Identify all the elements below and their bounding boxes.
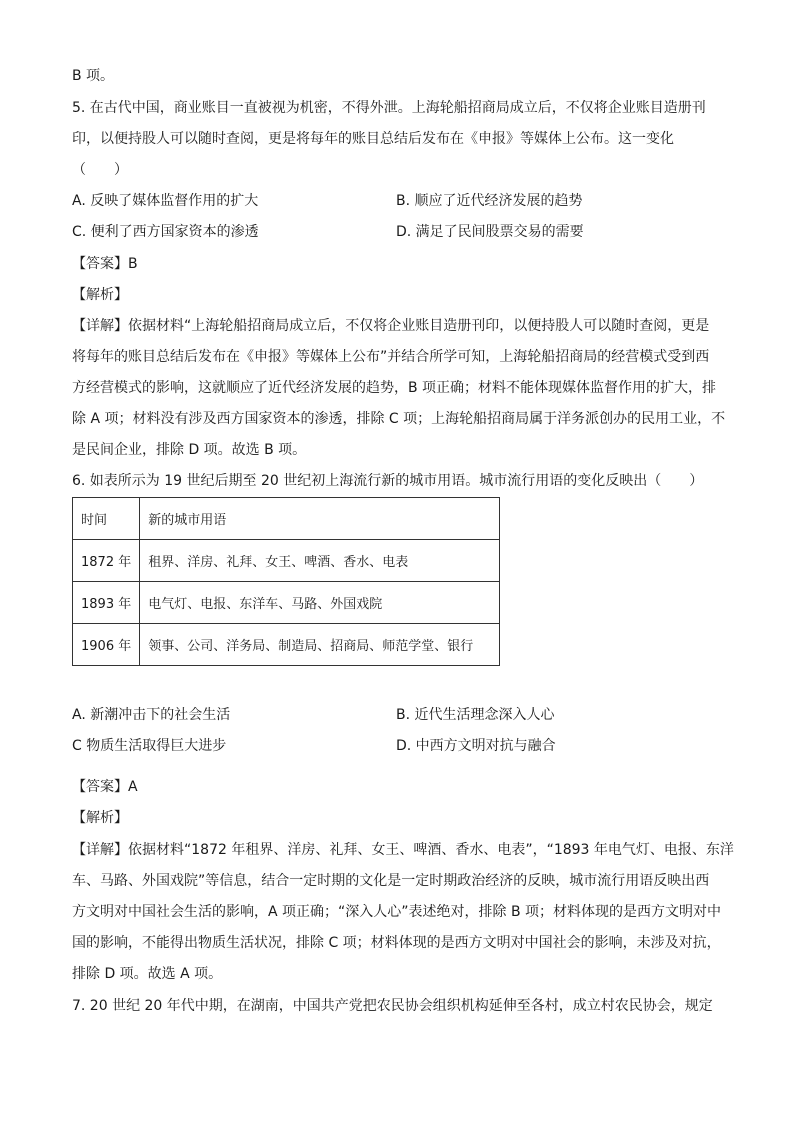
explanation-text: 依据材料“上海轮船招商局成立后，不仅将企业账目造册刊印，以便持股人可以随时查阅，更是 xyxy=(128,318,710,334)
question-5-option-a: A. 反映了媒体监督作用的扩大 xyxy=(72,193,259,209)
question-5-answer xyxy=(72,254,138,274)
explanation-text: 依据材料“1872 年租界、洋房、礼拜、女王、啤酒、香水、电表”，“1893 年电气灯、电报、东洋 xyxy=(128,842,734,858)
table-header-cell: 新的城市用语 xyxy=(140,498,500,540)
question-5-explanation-line-2: 将每年的账目总结后发布在《申报》等媒体上公布”并结合所学可知，上海轮船招商局的经营模式受到西 xyxy=(72,349,710,365)
question-5-analysis-tag: 【解析】 xyxy=(72,287,128,303)
question-6-answer xyxy=(72,777,138,797)
table-header-cell: 时间 xyxy=(73,498,140,540)
prev-answer-tail: B 项。 xyxy=(72,68,115,84)
question-6-option-a: A. 新潮冲击下的社会生活 xyxy=(72,707,231,723)
table-cell-terms: 领事、公司、洋务局、制造局、招商局、师范学堂、银行 xyxy=(140,624,500,666)
question-6-option-b: B. 近代生活理念深入人心 xyxy=(396,707,555,723)
table-header-row xyxy=(73,498,500,540)
answer-tag: 【答案】 xyxy=(72,779,128,795)
question-6-explanation-line-2: 车、马路、外国戏院”等信息，结合一定时期的文化是一定时期政治经济的反映，城市流行用语反映出西 xyxy=(72,873,710,889)
question-5-explanation-line-5: 是民间企业，排除 D 项。故选 B 项。 xyxy=(72,442,307,458)
question-5-stem-line-1: 5. 在古代中国，商业账目一直被视为机密，不得外泄。上海轮船招商局成立后，不仅将企业账目造册刊 xyxy=(72,100,706,116)
city-terms-table xyxy=(72,497,500,666)
table-cell-terms: 电气灯、电报、东洋车、马路、外国戏院 xyxy=(140,582,500,624)
table-cell-year: 1893 年 xyxy=(73,582,140,624)
question-6-explanation-line-3: 方文明对中国社会生活的影响，A 项正确；“深入人心”表述绝对，排除 B 项；材料体现的是西方文明对中 xyxy=(72,904,722,920)
question-6-explanation-line-1 xyxy=(72,840,734,860)
question-5-bracket: （ ） xyxy=(72,162,128,178)
table-cell-year: 1906 年 xyxy=(73,624,140,666)
question-5-option-c: C. 便利了西方国家资本的渗透 xyxy=(72,224,259,240)
question-5-explanation-line-3: 方经营模式的影响，这就顺应了近代经济发展的趋势，B 项正确；材料不能体现媒体监督作用的扩大，排 xyxy=(72,380,717,396)
question-5-stem-line-2: 印，以便持股人可以随时查阅，更是将每年的账目总结后发布在《申报》等媒体上公布。这一变化 xyxy=(72,131,674,147)
question-6-explanation-line-5: 排除 D 项。故选 A 项。 xyxy=(72,966,223,982)
answer-value: A xyxy=(128,779,138,795)
explanation-tag: 【详解】 xyxy=(72,842,128,858)
question-6-analysis-tag: 【解析】 xyxy=(72,810,128,826)
question-6-option-c: C 物质生活取得巨大进步 xyxy=(72,738,227,754)
table-row xyxy=(73,624,500,666)
table-cell-year: 1872 年 xyxy=(73,540,140,582)
question-6-option-d: D. 中西方文明对抗与融合 xyxy=(396,738,556,754)
question-7-stem: 7. 20 世纪 20 年代中期，在湖南，中国共产党把农民协会组织机构延伸至各村，成立村农民协会，规定 xyxy=(72,998,713,1014)
question-6-stem: 6. 如表所示为 19 世纪后期至 20 世纪初上海流行新的城市用语。城市流行用语的变化反映出（ ） xyxy=(72,473,704,489)
table-row xyxy=(73,540,500,582)
question-5-explanation-line-4: 除 A 项；材料没有涉及西方国家资本的渗透，排除 C 项；上海轮船招商局属于洋务派创办的民用工业，不 xyxy=(72,411,726,427)
question-5-option-d: D. 满足了民间股票交易的需要 xyxy=(396,224,584,240)
question-6-explanation-line-4: 国的影响，不能得出物质生活状况，排除 C 项；材料体现的是西方文明对中国社会的影响，未涉及对抗， xyxy=(72,935,721,951)
answer-tag: 【答案】 xyxy=(72,256,128,272)
table-row xyxy=(73,582,500,624)
explanation-tag: 【详解】 xyxy=(72,318,128,334)
question-5-option-b: B. 顺应了近代经济发展的趋势 xyxy=(396,193,583,209)
answer-value: B xyxy=(128,256,138,272)
question-5-explanation-line-1 xyxy=(72,316,709,336)
table-cell-terms: 租界、洋房、礼拜、女王、啤酒、香水、电表 xyxy=(140,540,500,582)
